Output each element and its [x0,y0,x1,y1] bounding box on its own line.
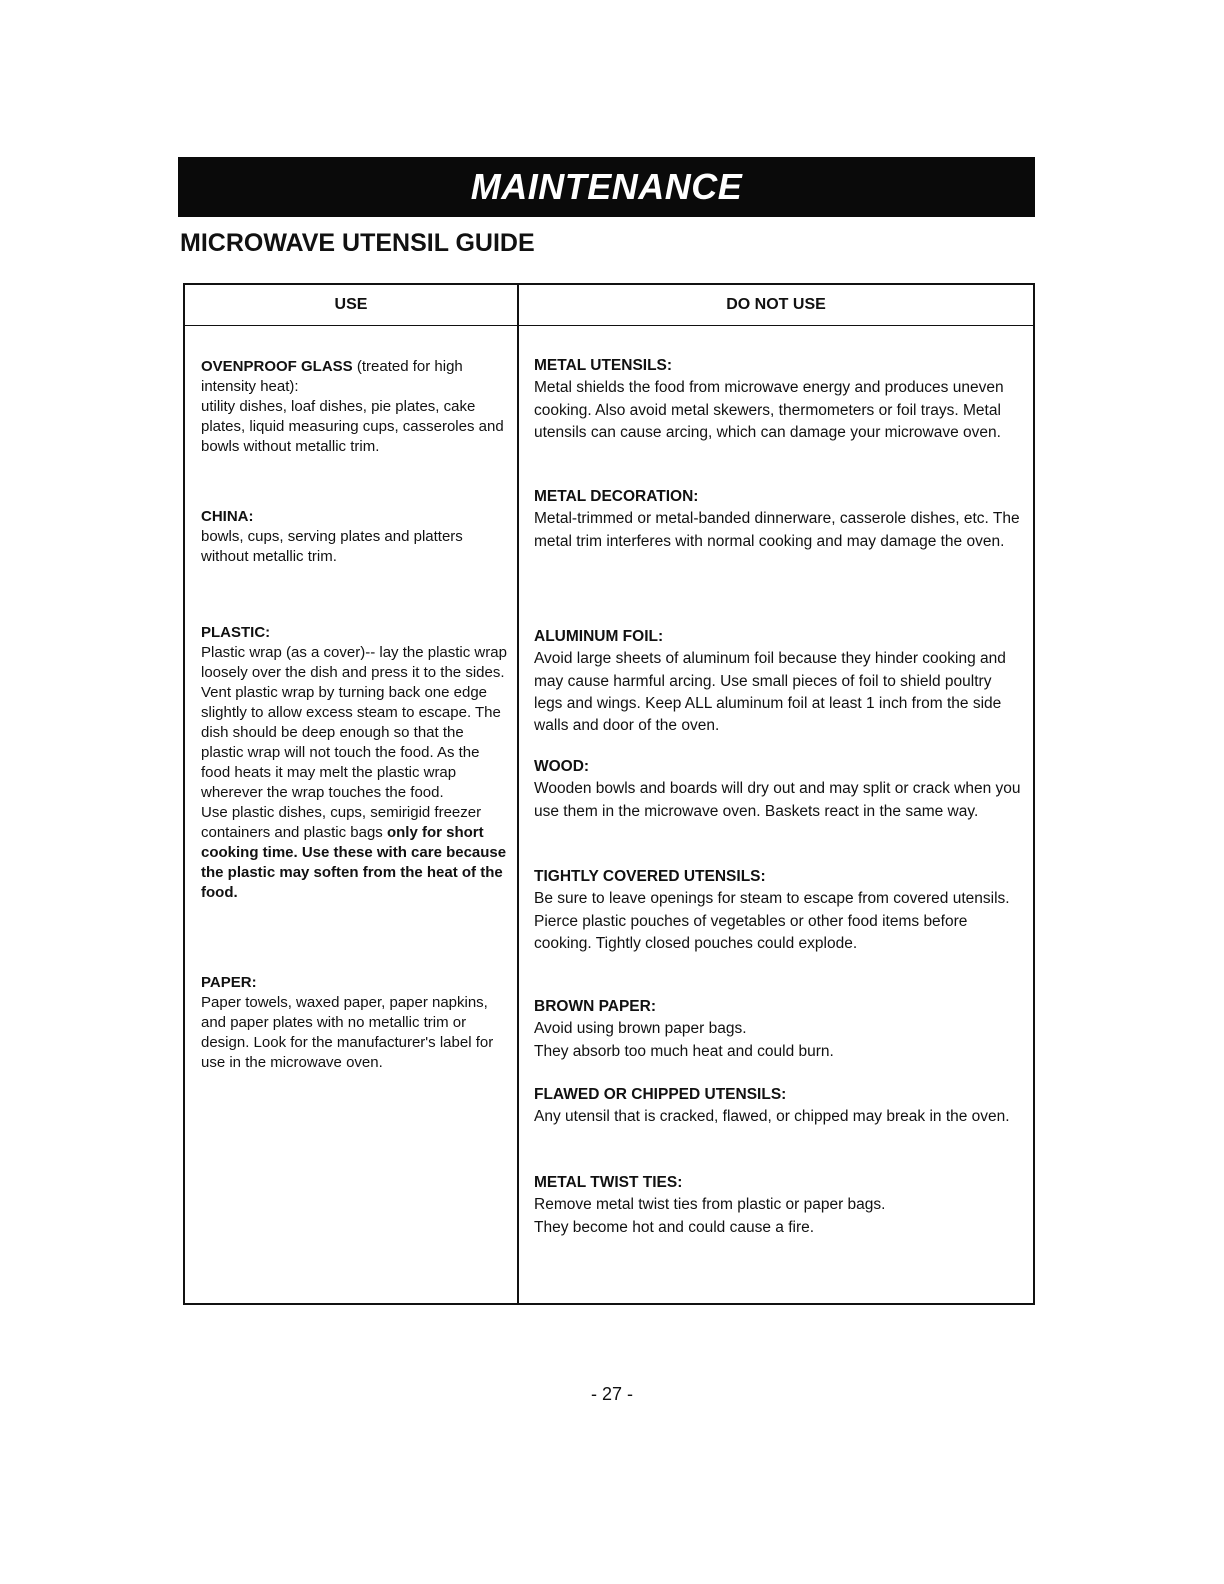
entry-text: Metal-trimmed or metal-banded dinnerware, casserole dishes, etc. The metal trim interferes with normal cooking and may damage the oven. [534,510,1020,550]
banner-title: MAINTENANCE [470,166,743,207]
entry-title: FLAWED OR CHIPPED UTENSILS: [534,1086,787,1103]
entry-text: They become hot and could cause a fire. [534,1218,815,1236]
use-column [201,357,507,1073]
metal-twist-ties-entry [534,1172,1024,1239]
entry-text: Plastic wrap (as a cover)-- lay the plastic wrap loosely over the dish and press it to the sides. [201,644,507,681]
do-not-use-column-header: DO NOT USE [726,296,826,313]
do-not-use-column [534,355,1024,1239]
section-title: MICROWAVE UTENSIL GUIDE [180,229,535,257]
entry-text: Paper towels, waxed paper, paper napkins, and paper plates with no metallic trim or design. Look for the manufacturer's label for use in the microwave oven. [201,994,494,1071]
header-rule [185,325,1033,326]
entry-warning: only for short cooking time. Use these with care because the plastic may soften from the heat of the food. [201,824,507,901]
entry-title: ALUMINUM FOIL: [534,628,664,645]
entry-title: TIGHTLY COVERED UTENSILS: [534,868,766,885]
entry-text: Avoid large sheets of aluminum foil because they hinder cooking and may cause harmful arcing. Use small pieces of foil to shield poultry legs and wings. Keep ALL aluminum foil at least 1 inch from the side walls and door of the oven. [534,650,1006,735]
entry-title: METAL DECORATION: [534,488,699,505]
entry-title: WOOD: [534,758,590,775]
entry-text: Any utensil that is cracked, flawed, or chipped may break in the oven. [534,1108,1010,1126]
entry-title: METAL UTENSILS: [534,357,673,374]
entry-title: PAPER: [201,974,257,991]
utensil-guide-table [183,283,1035,1305]
brown-paper-entry [534,996,1024,1084]
entry-text: Metal shields the food from microwave energy and produces uneven cooking. Also avoid metal skewers, thermometers or foil trays. Metal utensils can cause arcing, which can damage your microwave oven. [534,379,1004,441]
wood-entry [534,756,1024,866]
china-entry [201,507,507,623]
aluminum-foil-entry [534,626,1024,756]
entry-text: utility dishes, loaf dishes, pie plates, cake plates, liquid measuring cups, casseroles and bowls without metallic trim. [201,398,504,455]
entry-text: Remove metal twist ties from plastic or paper bags. [534,1196,886,1214]
entry-title: CHINA: [201,508,254,525]
tightly-covered-entry [534,866,1024,996]
entry-text: Wooden bowls and boards will dry out and may split or crack when you use them in the microwave oven. Baskets react in the same way. [534,780,1021,820]
use-column-header: USE [334,296,368,313]
entry-title: METAL TWIST TIES: [534,1174,683,1191]
metal-utensils-entry [534,355,1024,486]
column-divider [517,285,519,1303]
entry-text: Be sure to leave openings for steam to escape from covered utensils. Pierce plastic pouches of vegetables or other food items before cooking. Tightly closed pouches could explode. [534,890,1010,952]
entry-title: PLASTIC: [201,624,271,641]
entry-title: OVENPROOF GLASS [201,358,353,375]
flawed-utensils-entry [534,1084,1024,1172]
ovenproof-glass-entry [201,357,507,507]
paper-entry [201,973,507,1073]
entry-text: They absorb too much heat and could burn. [534,1042,834,1060]
entry-text: Use plastic dishes, cups, semirigid freezer containers and plastic bags [201,804,482,841]
entry-title: BROWN PAPER: [534,998,656,1015]
entry-text: Avoid using brown paper bags. [534,1020,747,1038]
plastic-entry [201,623,507,973]
metal-decoration-entry [534,486,1024,626]
page-number: - 27 - [590,1384,633,1404]
entry-title-suffix: (treated for high intensity heat): [201,358,463,395]
entry-text: Vent plastic wrap by turning back one edge slightly to allow excess steam to escape. The dish should be deep enough so that the plastic wrap will not touch the food. As the food heats it may melt the plastic wrap wherever the wrap touches the food. [201,684,501,801]
entry-text: bowls, cups, serving plates and platters without metallic trim. [201,528,463,565]
maintenance-banner [178,157,1035,217]
